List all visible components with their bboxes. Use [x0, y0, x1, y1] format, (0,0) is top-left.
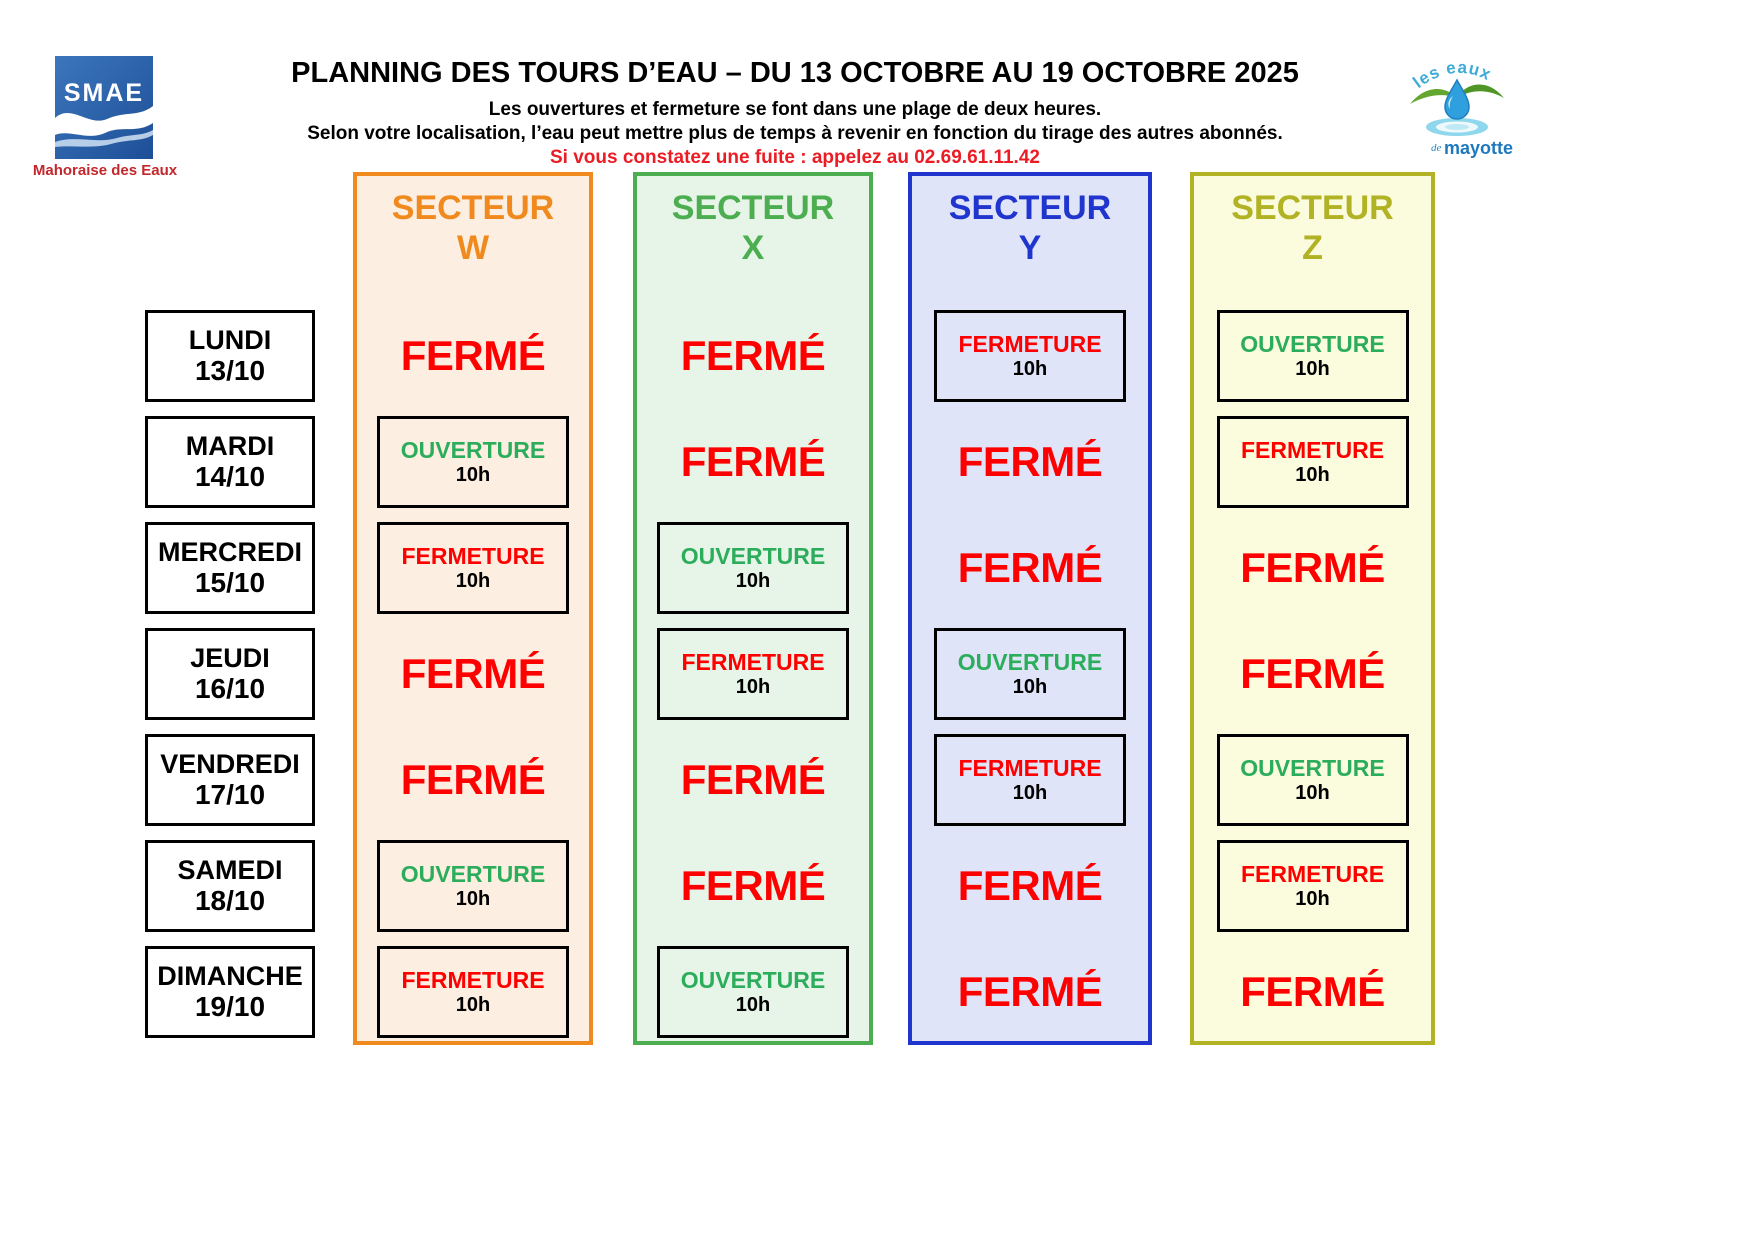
cell-z-samedi	[1217, 840, 1409, 932]
leak-alert: Si vous constatez une fuite : appelez au 02.69.61.11.42	[550, 147, 1040, 169]
day-label-samedi	[145, 840, 315, 932]
closed-label-y-dimanche: FERMÉ	[957, 968, 1103, 1015]
day-name: MARDI	[185, 431, 275, 462]
schedule-row-slot	[912, 409, 1148, 515]
schedule-row-slot	[357, 409, 589, 515]
schedule-row-slot	[637, 727, 869, 833]
sector-header-w	[357, 176, 589, 303]
schedule-row-slot	[1194, 621, 1431, 727]
schedule-row-slot	[637, 621, 869, 727]
day-row-slot	[145, 409, 315, 515]
cell-status: OUVERTURE	[1240, 754, 1385, 781]
smae-logo-mark	[55, 56, 153, 159]
day-row-slot	[145, 303, 315, 409]
sector-column-x	[633, 172, 873, 1045]
closed-label-w-lundi: FERMÉ	[400, 332, 546, 379]
day-name: MERCREDI	[157, 537, 302, 568]
eaux-arc-text: les eaux	[1409, 57, 1495, 93]
schedule-row-slot	[1194, 939, 1431, 1045]
board	[145, 172, 1445, 1045]
day-date: 13/10	[194, 355, 266, 387]
closed-label-y-samedi: FERMÉ	[957, 862, 1103, 909]
sector-letter: Z	[1302, 228, 1323, 267]
cell-z-vendredi	[1217, 734, 1409, 826]
cell-w-mercredi	[377, 522, 569, 614]
schedule-row-slot	[912, 727, 1148, 833]
sector-letter: Y	[1018, 228, 1042, 267]
cell-time: 10h	[735, 676, 771, 699]
schedule-row-slot	[912, 515, 1148, 621]
day-date: 19/10	[194, 991, 266, 1023]
cell-x-mercredi	[657, 522, 849, 614]
cell-w-dimanche	[377, 946, 569, 1038]
cell-time: 10h	[455, 570, 491, 593]
cell-status: FERMETURE	[401, 542, 545, 569]
cell-time: 10h	[1012, 782, 1048, 805]
schedule-row-slot	[637, 515, 869, 621]
day-label-dimanche	[145, 946, 315, 1038]
sector-letter: X	[741, 228, 765, 267]
day-date: 14/10	[194, 461, 266, 493]
cell-time: 10h	[455, 464, 491, 487]
sector-word: SECTEUR	[391, 189, 555, 227]
cell-status: OUVERTURE	[400, 860, 546, 887]
schedule-row-slot	[1194, 833, 1431, 939]
closed-label-w-vendredi: FERMÉ	[400, 756, 546, 803]
cell-time: 10h	[1012, 358, 1048, 381]
day-label-vendredi	[145, 734, 315, 826]
cell-x-jeudi	[657, 628, 849, 720]
closed-label-z-jeudi: FERMÉ	[1240, 650, 1385, 697]
day-name: JEUDI	[190, 643, 270, 674]
days-column	[145, 303, 315, 1045]
day-row-slot	[145, 939, 315, 1045]
day-date: 18/10	[194, 885, 266, 917]
day-row-slot	[145, 727, 315, 833]
cell-time: 10h	[1295, 782, 1330, 805]
sector-header-z	[1194, 176, 1431, 303]
cell-y-lundi	[934, 310, 1126, 402]
sector-word: SECTEUR	[948, 189, 1112, 227]
schedule-row-slot	[1194, 727, 1431, 833]
title-block	[230, 58, 1360, 170]
schedule-row-slot	[357, 621, 589, 727]
sector-header-y	[912, 176, 1148, 303]
cell-status: OUVERTURE	[1240, 330, 1385, 357]
sector-column-w	[353, 172, 593, 1045]
cell-w-samedi	[377, 840, 569, 932]
day-row-slot	[145, 621, 315, 727]
schedule-row-slot	[912, 621, 1148, 727]
cell-status: FERMETURE	[1240, 860, 1385, 887]
sector-column-y	[908, 172, 1152, 1045]
closed-label-z-dimanche: FERMÉ	[1240, 968, 1385, 1015]
subtitle-line-2: Selon votre localisation, l’eau peut mettre plus de temps à revenir en fonction du tirage des autres abonnés.	[307, 123, 1283, 145]
cell-x-dimanche	[657, 946, 849, 1038]
schedule-row-slot	[1194, 303, 1431, 409]
closed-label-x-lundi: FERMÉ	[680, 332, 826, 379]
closed-label-x-vendredi: FERMÉ	[680, 756, 826, 803]
schedule-row-slot	[912, 833, 1148, 939]
cell-status: OUVERTURE	[680, 542, 826, 569]
closed-label-y-mercredi: FERMÉ	[957, 544, 1103, 591]
cell-time: 10h	[1295, 464, 1330, 487]
cell-status: FERMETURE	[1240, 436, 1385, 463]
smae-abbr: SMAE	[63, 79, 145, 107]
schedule-row-slot	[357, 727, 589, 833]
closed-label-x-samedi: FERMÉ	[680, 862, 826, 909]
cell-time: 10h	[1012, 676, 1048, 699]
page-title: PLANNING DES TOURS D’EAU – DU 13 OCTOBRE AU 19 OCTOBRE 2025	[291, 57, 1299, 89]
day-row-slot	[145, 833, 315, 939]
schedule-row-slot	[1194, 515, 1431, 621]
cell-z-lundi	[1217, 310, 1409, 402]
sector-header-x	[637, 176, 869, 303]
sector-column-z	[1190, 172, 1435, 1045]
ripple-core-icon	[1445, 124, 1469, 130]
cell-time: 10h	[455, 994, 491, 1017]
sector-word: SECTEUR	[671, 189, 835, 227]
day-label-mardi	[145, 416, 315, 508]
cell-status: FERMETURE	[681, 648, 825, 675]
day-date: 15/10	[194, 567, 266, 599]
cell-y-vendredi	[934, 734, 1126, 826]
cell-w-mardi	[377, 416, 569, 508]
subtitle-line-1: Les ouvertures et fermeture se font dans une plage de deux heures.	[488, 98, 1102, 120]
schedule-row-slot	[637, 303, 869, 409]
schedule-row-slot	[637, 939, 869, 1045]
day-name: DIMANCHE	[157, 961, 303, 992]
closed-label-x-mardi: FERMÉ	[680, 438, 826, 485]
closed-label-w-jeudi: FERMÉ	[400, 650, 546, 697]
schedule-row-slot	[357, 303, 589, 409]
closed-label-y-mardi: FERMÉ	[957, 438, 1103, 485]
smae-logo	[32, 56, 178, 179]
water-drop-icon	[1445, 80, 1469, 119]
eaux-de-text: de	[1431, 142, 1442, 154]
cell-time: 10h	[735, 994, 771, 1017]
cell-status: FERMETURE	[401, 966, 545, 993]
eaux-de-mayotte-logo	[1398, 48, 1516, 160]
cell-time: 10h	[1295, 358, 1330, 381]
schedule-row-slot	[357, 833, 589, 939]
cell-status: FERMETURE	[958, 754, 1102, 781]
schedule-row-slot	[912, 939, 1148, 1045]
schedule-row-slot	[637, 409, 869, 515]
smae-caption: Mahoraise des Eaux	[32, 162, 178, 179]
day-row-slot	[145, 515, 315, 621]
cell-time: 10h	[1295, 888, 1330, 911]
schedule-row-slot	[912, 303, 1148, 409]
eaux-mayotte-text: mayotte	[1444, 138, 1514, 158]
day-label-mercredi	[145, 522, 315, 614]
schedule-row-slot	[357, 515, 589, 621]
day-label-jeudi	[145, 628, 315, 720]
cell-status: OUVERTURE	[400, 436, 546, 463]
cell-y-jeudi	[934, 628, 1126, 720]
day-name: SAMEDI	[177, 855, 283, 886]
cell-status: OUVERTURE	[680, 966, 826, 993]
cell-time: 10h	[455, 888, 491, 911]
cell-status: FERMETURE	[958, 330, 1102, 357]
cell-z-mardi	[1217, 416, 1409, 508]
cell-time: 10h	[735, 570, 771, 593]
sector-word: SECTEUR	[1231, 189, 1394, 227]
day-label-lundi	[145, 310, 315, 402]
schedule-row-slot	[357, 939, 589, 1045]
day-date: 17/10	[194, 779, 266, 811]
closed-label-z-mercredi: FERMÉ	[1240, 544, 1385, 591]
day-name: LUNDI	[188, 325, 272, 356]
day-name: VENDREDI	[160, 749, 300, 780]
schedule-row-slot	[637, 833, 869, 939]
schedule-row-slot	[1194, 409, 1431, 515]
cell-status: OUVERTURE	[957, 648, 1103, 675]
day-date: 16/10	[194, 673, 266, 705]
sector-letter: W	[456, 228, 490, 267]
